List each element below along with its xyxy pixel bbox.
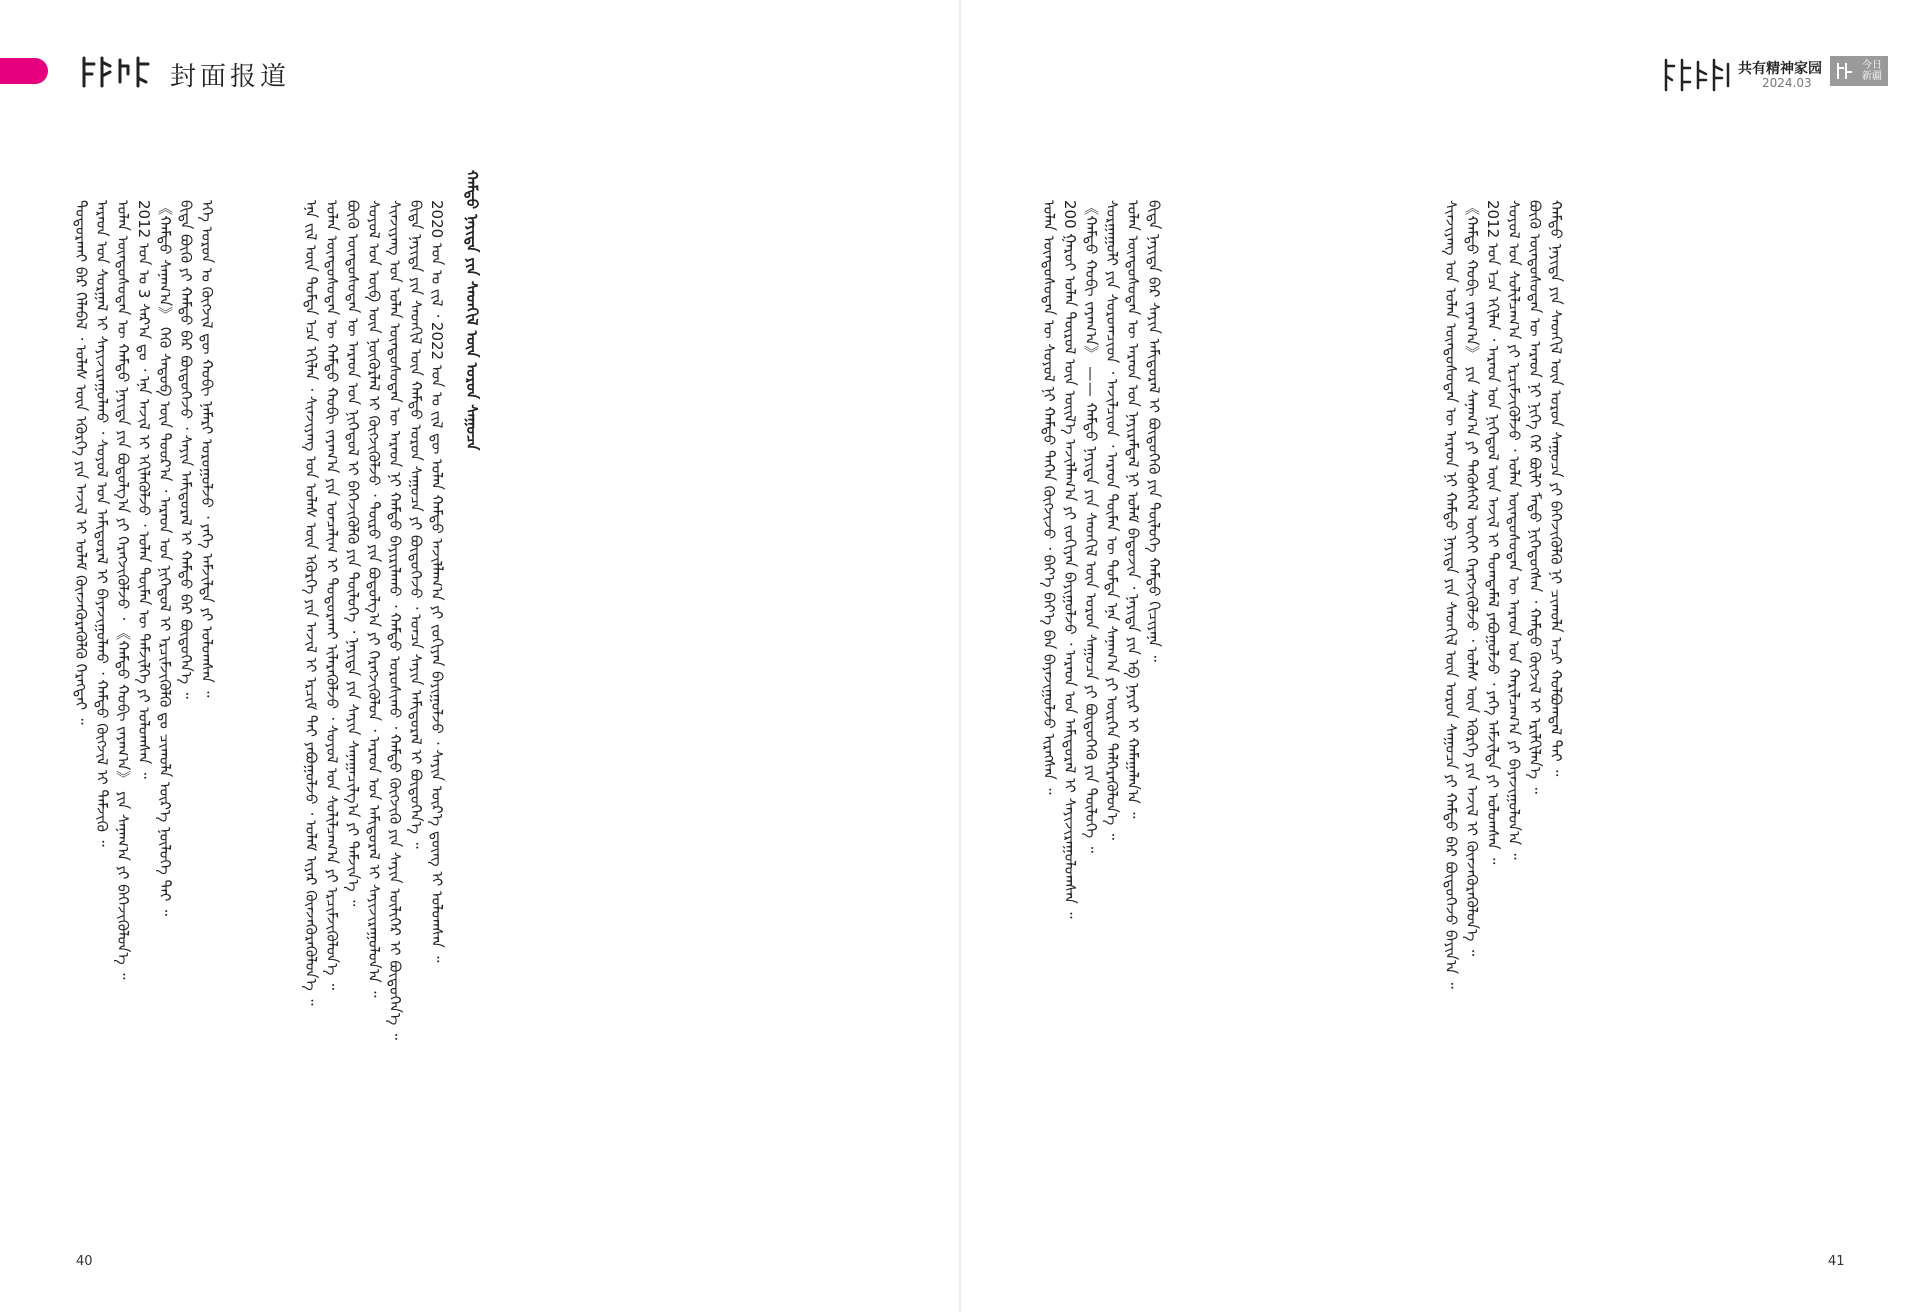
section-title: 封面报道 <box>170 62 291 92</box>
paragraph: 《ᠬᠠᠮᠲᠤ ᠬᠤᠪᠢ ᠵᠠᠶᠠᠭ᠎ᠠ》 —— ᠬᠠᠮᠲᠤ ᠨᠡᠶᠢᠲᠡ ᠶᠢᠨ ᠰᠡᠳᠬᠢᠯ ᠦᠨ ᠣᠷᠣᠨ ᠰᠠᠭᠤᠴᠠ ᠶᠢ ᠪᠦᠲᠦᠭᠡᠬᠦ ᠶᠢᠨ ᠲᠥᠯᠥᠭᠡ ᠃ <box>1082 200 1100 853</box>
paragraph: ᠲᠣᠳᠣᠷᠬᠠᠶ ᠪᠠᠷ ᠬᠡᠯᠡᠪᠡᠯ ᠂ ᠤᠯᠠᠰ ᠦᠨ ᠡᠭᠦᠷᠭᠡ ᠶᠢᠨ ᠠᠵᠢᠯ ᠢ ᠤᠯᠠᠮ ᠭᠦᠨᠵᠡᠭᠦᠷᠡᠭᠦᠯᠬᠦ ᠬᠡᠷᠡᠭᠲᠡᠢ ᠃ <box>72 200 90 725</box>
paragraph: ᠪᠢᠳᠡ ᠨᠡᠶᠢᠲᠡ ᠶᠢᠨ ᠰᠡᠳᠬᠢᠯ ᠦᠨ ᠬᠠᠮᠲᠤ ᠣᠷᠣᠨ ᠰᠠᠭᠤᠴᠠ ᠶᠢ ᠪᠦᠲᠦᠭᠡᠵᠦ ᠂ ᠣᠨᠴᠠ ᠰᠠᠶᠢᠨ ᠠᠮᠢᠳᠤᠷᠠᠯ ᠢ ᠪᠦᠲᠦᠭᠡᠨ᠎ᠡ ᠃ <box>407 200 425 849</box>
page-number-right: 41 <box>1828 1254 1845 1269</box>
paragraph: ᠣᠯᠠᠨ ᠦᠨᠳᠦᠰᠦᠲᠡᠨ ᠦ ᠬᠠᠮᠲᠤ ᠬᠤᠪᠢ ᠵᠠᠶᠠᠭ᠎ᠠ ᠶᠢᠨ ᠣᠨᠴᠠᠯᠢᠭ ᠢ ᠲᠣᠳᠣᠷᠬᠠᠶ ᠢᠯᠡᠷᠡᠭᠦᠯᠵᠦ ᠂ ᠰᠤᠶᠤᠯ ᠤᠨ ᠰᠣᠯᠢᠯᠴᠠᠭ᠎ᠠ ᠶᠢ ᠡᠷᠴᠢᠮᠵᠢᠭᠦᠯᠦᠨ᠎ᠡ ᠃ <box>323 200 341 990</box>
right-column-b <box>1038 170 1418 1260</box>
paragraph: 2012 ᠣᠨ ᠡᠴᠡ ᠡᠬᠢᠯᠡᠨ ᠂ ᠠᠷᠠᠳ ᠤᠨ ᠨᠢᠭᠡᠳᠦᠯ ᠦᠨ ᠠᠵᠢᠯ ᠢ ᠲᠣᠭᠲᠠᠮᠠᠯ ᠶᠠᠪᠤᠭᠤᠯᠵᠤ ᠂ ᠶᠡᠬᠡ ᠠᠮᠵᠢᠯᠲᠠ ᠶᠢ ᠣᠯᠤᠭᠰᠠᠨ ᠃ <box>1484 200 1502 865</box>
paragraph: ᠰᠢᠨᠵᠢᠶᠠᠩ ᠤᠨ ᠣᠯᠠᠨ ᠦᠨᠳᠦᠰᠦᠲᠡᠨ ᠦ ᠠᠷᠠᠳ ᠨᠢ ᠬᠠᠮᠲᠤ ᠪᠠᠶᠢᠷᠢᠯᠠᠬᠤ ᠂ ᠬᠠᠮᠲᠤ ᠤᠷᠤᠰᠢᠬᠤ ᠂ ᠬᠠᠮᠲᠤ ᠬᠥᠭᠵᠢᠬᠦ ᠶᠢᠨ ᠰᠠᠶᠢᠨ ᠦᠯᠢᠭᠡᠷ ᠢ ᠪᠦᠲᠦᠭᠡᠨ᠎ᠡ ᠃ <box>386 200 404 1040</box>
left-column-a <box>300 170 930 1260</box>
paragraph: 200 ᠭᠠᠷᠤᠢ ᠣᠯᠠᠨ ᠲᠥᠷᠦᠯ ᠦᠨ ᠦᠢᠯ᠎ᠡ ᠠᠵᠢᠯᠯᠠᠭ᠎ᠠ ᠶᠢ ᠵᠣᠬᠢᠶᠠᠨ ᠪᠠᠶᠢᠭᠤᠯᠵᠤ ᠂ ᠠᠷᠠᠳ ᠤᠨ ᠠᠮᠢᠳᠤᠷᠠᠯ ᠢ ᠰᠠᠶᠢᠵᠢᠷᠠᠭᠤᠯᠤᠭᠰᠠᠨ ᠃ <box>1061 200 1079 919</box>
paragraph: ᠪᠢᠳᠡ ᠪᠦᠬᠦ ᠶᠢ ᠬᠠᠮᠲᠤ ᠪᠡᠷ ᠪᠦᠲᠦᠭᠡᠵᠦ ᠂ ᠰᠠᠶᠢᠨ ᠠᠮᠢᠳᠤᠷᠠᠯ ᠢ ᠬᠠᠮᠲᠤ ᠪᠡᠷ ᠪᠦᠲᠦᠭᠡᠨ᠎ᠡ ᠃ <box>177 200 195 699</box>
subheading: ᠬᠠᠮᠲᠤ ᠨᠡᠶᠢᠲᠡ ᠶᠢᠨ ᠰᠡᠳᠬᠢᠯ ᠦᠨ ᠣᠷᠣᠨ ᠰᠠᠭᠤᠴᠠ <box>463 170 481 451</box>
paragraph: ᠰᠣᠶᠣᠯ ᠤᠨ ᠰᠣᠯᠢᠯᠴᠠᠭ᠎ᠠ ᠶᠢ ᠡᠷᠴᠢᠮᠵᠢᠭᠦᠯᠵᠦ ᠂ ᠣᠯᠠᠨ ᠦᠨᠳᠦᠰᠦᠲᠡᠨ ᠦ ᠠᠷᠠᠳ ᠤᠨ ᠬᠠᠷᠢᠯᠴᠠᠭ᠎ᠠ ᠶᠢ ᠪᠠᠶᠠᠵᠢᠭᠤᠯᠤᠨ᠎ᠠ ᠃ <box>1505 200 1523 860</box>
paragraph: ᠣᠯᠠᠨ ᠦᠨᠳᠦᠰᠦᠲᠡᠨ ᠦ ᠰᠣᠶᠣᠯ ᠨᠢ ᠬᠠᠮᠲᠤ ᠳᠡᠭᠡᠨ ᠬᠥᠭᠵᠢᠵᠦ ᠂ ᠪᠡᠶ᠎ᠡ ᠪᠡᠶ᠎ᠡ ᠪᠡᠨ ᠪᠠᠶᠠᠵᠢᠭᠤᠯᠵᠤ ᠢᠷᠡᠭᠰᠡᠨ ᠃ <box>1040 200 1058 795</box>
paragraph: 2020 ᠣᠨ ᠤ ᠵᠢᠯ ᠂ 2022 ᠣᠨ ᠤ ᠵᠢᠯ ᠳᠦ ᠣᠯᠠᠨ ᠬᠠᠮᠲᠤ ᠠᠵᠢᠯᠯᠠᠭ᠎ᠠ ᠶᠢ ᠵᠣᠬᠢᠶᠠᠨ ᠪᠠᠶᠢᠭᠤᠯᠵᠤ ᠂ ᠰᠠᠶᠢᠨ ᠦᠷ᠎ᠡ ᠳ᠋ᠦᠩ ᠢ ᠣᠯᠤᠭᠰᠠᠨ ᠃ <box>428 200 446 963</box>
magazine-title: 共有精神家园 <box>1738 61 1822 77</box>
paragraph: ᠡᠨᠡ ᠵᠢᠯ ᠦᠨ ᠳᠤᠮᠳᠠ ᠡᠴᠡ ᠡᠬᠢᠯᠡᠨ ᠂ ᠰᠢᠨᠵᠢᠶᠠᠩ ᠤᠨ ᠤᠯᠠᠰ ᠦᠨ ᠡᠭᠦᠷᠭᠡ ᠶᠢᠨ ᠠᠵᠢᠯ ᠢ ᠡᠷᠴᠢᠮ ᠲᠡᠢ ᠶᠠᠪᠤᠭᠤᠯᠵᠤ ᠂ ᠤᠯᠠᠮ ᠢᠶᠠᠷ ᠭᠦᠨᠵᠡᠭᠦᠷᠡᠭᠦᠯᠦᠨ᠎ᠡ ᠃ <box>302 200 320 1006</box>
paragraph: 《ᠬᠠᠮᠲᠤ ᠬᠤᠪᠢ ᠵᠠᠶᠠᠭ᠎ᠠ》 ᠶᠢᠨ ᠰᠠᠨᠠᠭ᠎ᠠ ᠶᠢ ᠲᠡᠭᠦᠰᠬᠡᠯ ᠦᠭᠡᠢ ᠬᠡᠷᠡᠭᠵᠢᠭᠦᠯᠵᠦ ᠂ ᠤᠯᠠᠰ ᠦᠨ ᠡᠭᠦᠷᠭᠡ ᠶᠢᠨ ᠠᠵᠢᠯ ᠢ ᠭᠦᠨᠵᠡᠭᠦᠷᠡᠭᠦᠯᠦᠨ᠎ᠡ ᠃ <box>1463 200 1481 957</box>
paragraph: ᠡᠬᠡ ᠣᠷᠣᠨ ᠤ ᠬᠥᠭᠵᠢᠯ ᠳᠦ ᠬᠤᠪᠢ ᠨᠡᠮᠡᠷᠢ ᠣᠷᠣᠭᠤᠯᠵᠤ ᠂ ᠶᠡᠬᠡ ᠠᠮᠵᠢᠯᠲᠠ ᠶᠢ ᠣᠯᠤᠭᠰᠠᠨ ᠃ <box>198 200 216 698</box>
paragraph: ᠰᠢᠨᠵᠢᠶᠠᠩ ᠤᠨ ᠣᠯᠠᠨ ᠦᠨᠳᠦᠰᠦᠲᠡᠨ ᠦ ᠠᠷᠠᠳ ᠨᠢ ᠬᠠᠮᠲᠤ ᠨᠡᠶᠢᠲᠡ ᠶᠢᠨ ᠰᠡᠳᠬᠢᠯ ᠦᠨ ᠣᠷᠣᠨ ᠰᠠᠭᠤᠴᠠ ᠶᠢ ᠬᠠᠮᠲᠤ ᠪᠡᠷ ᠪᠦᠲᠦᠭᠡᠵᠦ ᠪᠠᠶᠢᠨ᠎ᠠ ᠃ <box>1442 200 1460 989</box>
paragraph: ᠪᠢᠳᠡ ᠨᠡᠶᠢᠲᠡ ᠪᠡᠷ ᠰᠠᠶᠢᠨ ᠠᠮᠢᠳᠤᠷᠠᠯ ᠢ ᠪᠦᠲᠦᠭᠡᠬᠦ ᠶᠢᠨ ᠲᠥᠯᠥᠭᠡ ᠬᠠᠮᠲᠤ ᠬᠢᠴᠢᠶᠡᠨᠡ ᠃ <box>1145 200 1163 662</box>
paragraph: ᠣᠯᠠᠨ ᠦᠨᠳᠦᠰᠦᠲᠡᠨ ᠦ ᠠᠷᠠᠳ ᠤᠨ ᠨᠠᠶᠢᠷᠠᠮᠳᠠᠯ ᠨᠢ ᠣᠯᠠᠮ ᠪᠠᠲᠤᠵᠢᠨ ᠂ ᠨᠡᠶᠢᠲᠡ ᠶᠢᠨ ᠡᠪ ᠨᠠᠶᠢᠷ ᠢ ᠬᠠᠮᠠᠭᠠᠯᠠᠨ᠎ᠠ ᠃ <box>1124 200 1142 819</box>
left-column-b <box>70 170 280 1260</box>
paragraph: ᠬᠠᠮᠲᠤ ᠨᠡᠶᠢᠲᠡ ᠶᠢᠨ ᠰᠡᠳᠬᠢᠯ ᠦᠨ ᠣᠷᠣᠨ ᠰᠠᠭᠤᠴᠠ ᠶᠢ ᠪᠡᠬᠡᠵᠢᠭᠦᠯᠬᠦ ᠨᠢ ᠴᠢᠬᠤᠯᠠ ᠠᠴᠢ ᠬᠣᠯᠪᠣᠭᠳᠠᠯ ᠲᠠᠢ ᠃ <box>1547 200 1565 777</box>
section-accent-tab <box>0 58 48 84</box>
paragraph: ᠣᠯᠠᠨ ᠦᠨᠳᠦᠰᠦᠲᠡᠨ ᠦ ᠬᠠᠮᠲᠤ ᠨᠡᠶᠢᠲᠡ ᠶᠢᠨ ᠪᠣᠳᠣᠯᠭ᠎ᠠ ᠶᠢ ᠬᠡᠷᠡᠭᠵᠢᠭᠦᠯᠵᠦ ᠂ 《ᠬᠠᠮᠲᠤ ᠬᠤᠪᠢ ᠵᠠᠶᠠᠭ᠎ᠠ》 ᠶᠢᠨ ᠰᠠᠨᠠᠭ᠎ᠠ ᠶᠢ ᠪᠡᠬᠡᠵᠢᠭᠦᠯᠦᠨ᠎ᠡ ᠃ <box>114 200 132 980</box>
magazine-mongolian-title-icon <box>1660 56 1734 94</box>
right-column-a <box>1440 170 1850 1260</box>
magazine-logo <box>1830 56 1888 86</box>
logo-mark-icon <box>1834 60 1856 82</box>
paragraph: ᠰᠤᠷᠭᠠᠭᠤᠯᠢ ᠶᠢᠨ ᠰᠤᠷᠤᠭᠴᠢᠳ ᠂ ᠠᠵᠢᠯᠴᠢᠳ ᠂ ᠠᠷᠠᠳ ᠲᠦᠮᠡᠨ ᠦ ᠳᠤᠮᠳᠠ ᠡᠨᠡ ᠰᠠᠨᠠᠭ᠎ᠠ ᠶᠢ ᠥᠷᠭᠡᠨ ᠳᠡᠯᠭᠡᠷᠡᠭᠦᠯᠦᠨ᠎ᠡ ᠃ <box>1103 200 1121 840</box>
section-mongolian-title-icon <box>78 52 158 92</box>
paragraph: ᠠᠷᠠᠳ ᠤᠨ ᠰᠤᠷᠭᠠᠯ ᠢ ᠰᠠᠶᠢᠵᠢᠷᠠᠭᠤᠯᠬᠤ ᠂ ᠰᠣᠶᠣᠯ ᠤᠨ ᠠᠮᠢᠳᠤᠷᠠᠯ ᠢ ᠪᠠᠶᠠᠵᠢᠭᠤᠯᠬᠤ ᠂ ᠬᠠᠮᠲᠤ ᠬᠥᠭᠵᠢᠯ ᠢ ᠳᠡᠮᠵᠢᠬᠦ ᠃ <box>93 200 111 847</box>
right-page <box>960 0 1920 1312</box>
paragraph: 2012 ᠣᠨ ᠤ 3 ᠰᠠᠷ᠎ᠠ ᠳᠤ ᠂ ᠡᠨᠡ ᠠᠵᠢᠯ ᠢ ᠡᠬᠢᠯᠡᠭᠦᠯᠵᠦ ᠂ ᠣᠯᠠᠨ ᠲᠦᠮᠡᠨ ᠦ ᠳᠡᠮᠵᠢᠯᠭᠡ ᠶᠢ ᠣᠯᠤᠭᠰᠠᠨ ᠃ <box>135 200 153 779</box>
magazine-issue: 2024.03 <box>1762 76 1812 90</box>
page-number-left: 40 <box>76 1254 93 1269</box>
paragraph: ᠰᠣᠶᠣᠯ ᠤᠨ ᠥᠪ ᠦᠨ ᠨᠥᠬᠦᠷᠯᠡᠯ ᠢ ᠬᠥᠭᠵᠢᠭᠦᠯᠵᠦ ᠂ ᠲᠥᠷᠦ ᠶᠢᠨ ᠪᠣᠳᠣᠯᠭ᠎ᠠ ᠶᠢ ᠬᠡᠷᠡᠭᠵᠢᠭᠦᠯᠦᠨ ᠂ ᠠᠷᠠᠳ ᠤᠨ ᠠᠮᠢᠳᠤᠷᠠᠯ ᠢ ᠰᠠᠶᠢᠵᠢᠷᠠᠭᠤᠯᠤᠨ᠎ᠠ ᠃ <box>365 200 383 998</box>
paragraph: 《ᠬᠠᠮᠲᠤ ᠰᠠᠨᠠᠭ᠎ᠠ》 ᠭᠡᠬᠦ ᠰᠡᠳᠦᠪ ᠦᠨ ᠳᠣᠣᠷ᠎ᠠ ᠂ ᠠᠷᠠᠳ ᠤᠨ ᠨᠢᠭᠡᠳᠦᠯ ᠢ ᠡᠷᠴᠢᠮᠵᠢᠭᠦᠯᠬᠦ ᠳᠤ ᠴᠢᠬᠤᠯᠠ ᠦᠷ᠎ᠡ ᠨᠥᠯᠥᠭᠡ ᠲᠡᠢ ᠃ <box>156 200 174 917</box>
paragraph: ᠪᠦᠬᠦ ᠦᠨᠳᠦᠰᠦᠲᠡᠨ ᠦ ᠠᠷᠠᠳ ᠤᠨ ᠨᠢᠭᠡᠳᠦᠯ ᠢ ᠪᠡᠬᠡᠵᠢᠭᠦᠯᠬᠦ ᠶᠢᠨ ᠲᠥᠯᠥᠭᠡ ᠂ ᠨᠡᠶᠢᠲᠡ ᠶᠢᠨ ᠰᠠᠶᠢᠨ ᠰᠠᠨᠠᠭᠠᠴᠢᠯᠭ᠎ᠠ ᠶᠢ ᠳᠡᠮᠵᠢᠨ᠎ᠡ ᠃ <box>344 200 362 907</box>
paragraph: ᠪᠦᠬᠦ ᠦᠨᠳᠦᠰᠦᠲᠡᠨ ᠦ ᠠᠷᠠᠳ ᠨᠢ ᠨᠢᠭᠡ ᠭᠡᠷ ᠪᠦᠯᠢ ᠮᠡᠲᠦ ᠨᠢᠭᠡᠳᠦᠭᠰᠡᠨ ᠂ ᠬᠠᠮᠲᠤ ᠬᠥᠭᠵᠢᠯ ᠢ ᠡᠷᠢᠯᠬᠢᠯᠡᠨ᠎ᠡ ᠃ <box>1526 200 1544 794</box>
logo-text: 今日 新疆 <box>1862 60 1882 82</box>
